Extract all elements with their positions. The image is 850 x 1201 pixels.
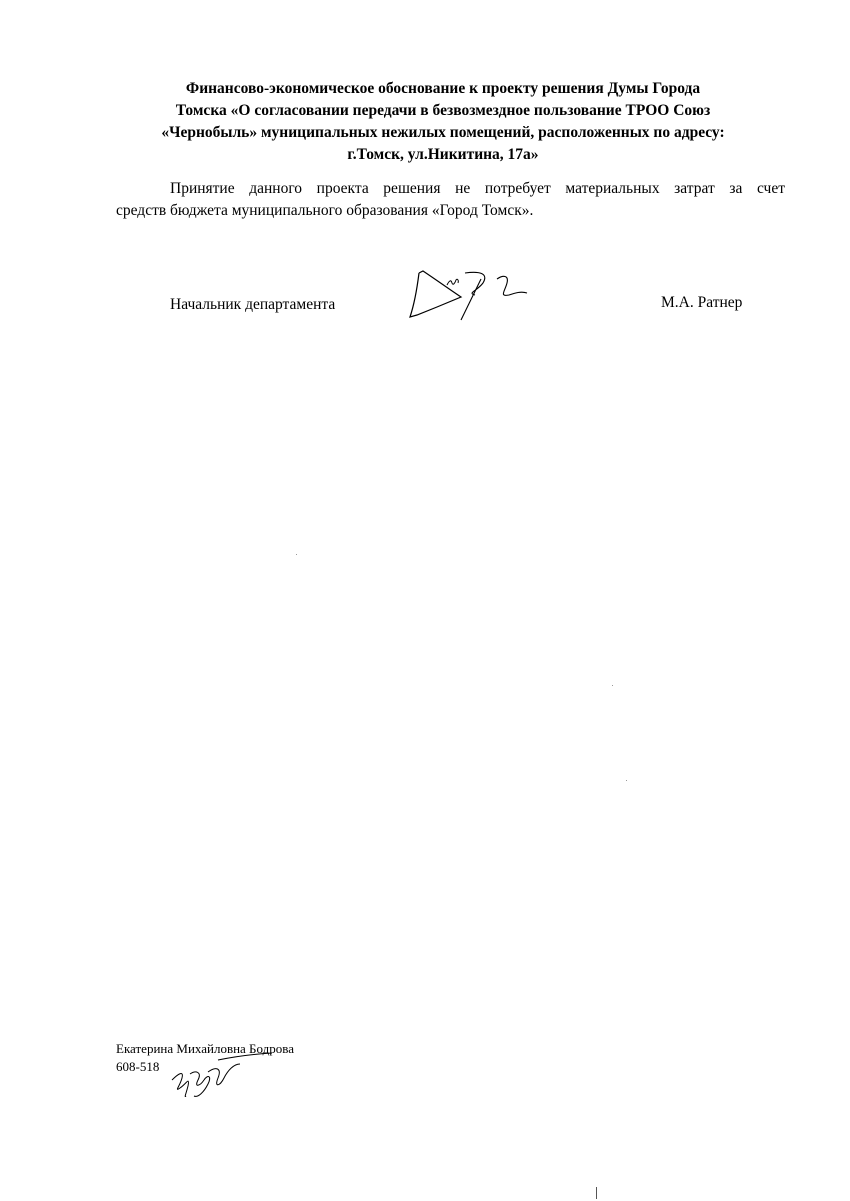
executor-phone: 608-518 — [116, 1059, 160, 1074]
body-paragraph — [116, 178, 785, 222]
executor-name: Екатерина Михайловна Бодрова — [116, 1041, 294, 1056]
scan-speck — [596, 1187, 597, 1199]
body-line-1: Принятие данного проекта решения не потребует материальных затрат за счет — [170, 180, 785, 197]
title-line-3: «Чернобыль» муниципальных нежилых помещений, расположенных по адресу: — [161, 124, 725, 141]
title-line-4: г.Томск, ул.Никитина, 17а» — [347, 146, 539, 163]
scan-speck — [296, 554, 297, 555]
body-line-2: средств бюджета муниципального образования «Город Томск». — [116, 202, 534, 219]
scan-speck — [626, 780, 627, 781]
scan-speck — [612, 685, 613, 686]
executor-signature-image — [168, 1052, 276, 1100]
title-line-1: Финансово-экономическое обоснование к проекту решения Думы Города — [185, 80, 701, 97]
title-line-2: Томска «О согласовании передачи в безвозмездное пользование ТРОО Союз — [175, 102, 711, 119]
document-title — [116, 78, 770, 166]
signature-image — [405, 265, 535, 323]
signer-position: Начальник департамента — [170, 296, 336, 313]
signer-name: М.А. Ратнер — [661, 294, 743, 311]
